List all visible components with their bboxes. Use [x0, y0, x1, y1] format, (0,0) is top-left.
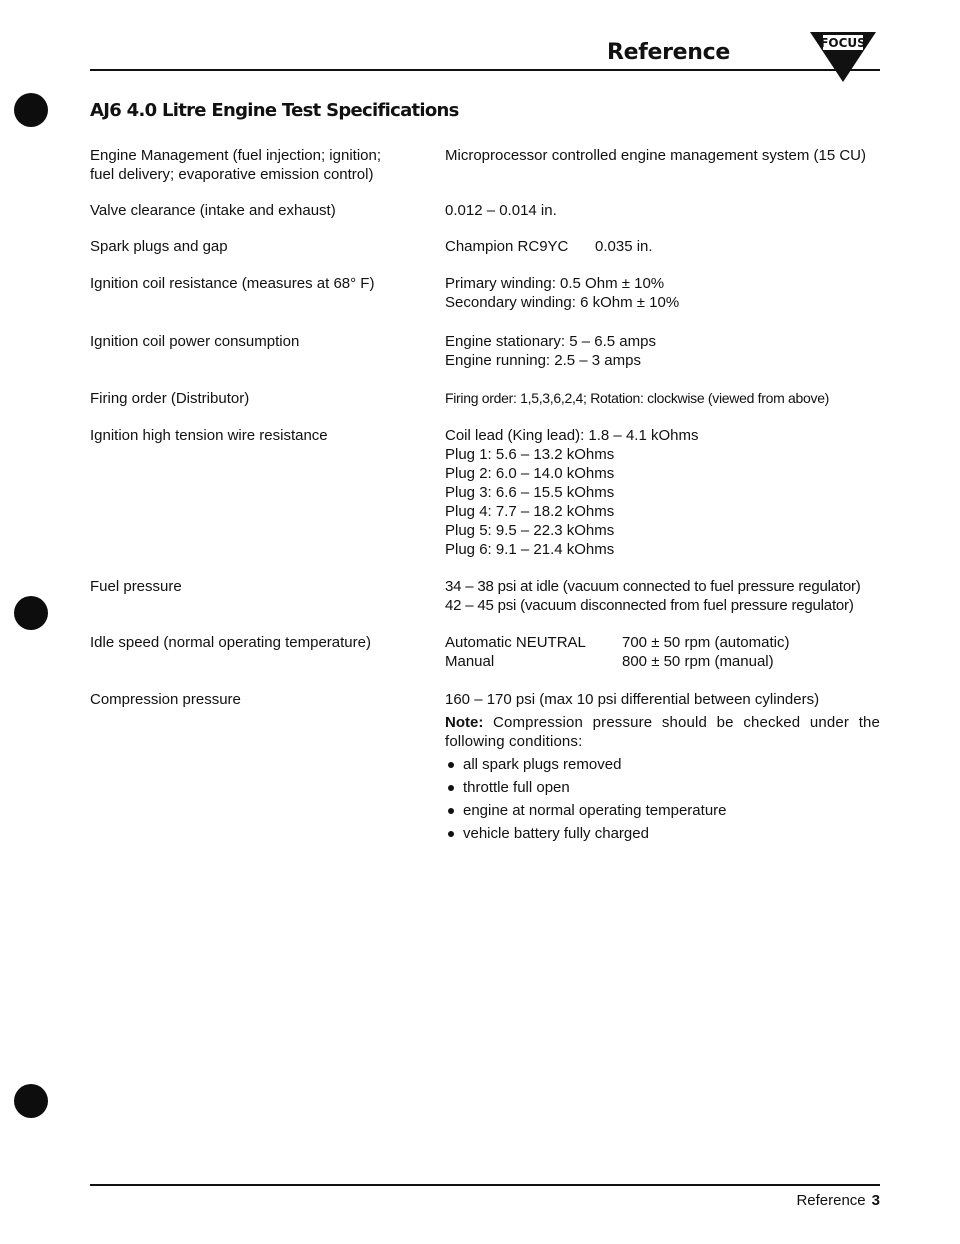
footer-rule	[90, 1184, 880, 1186]
spec-label: Firing order (Distributor)	[90, 390, 250, 407]
spec-label: Spark plugs and gap	[90, 238, 228, 255]
compression-note	[445, 713, 880, 751]
footer-section: Reference	[796, 1192, 866, 1209]
spec-label: Ignition high tension wire resistance	[90, 427, 328, 444]
list-item: engine at normal operating temperature	[445, 801, 880, 820]
list-item: throttle full open	[445, 778, 880, 797]
spec-value: 0.012 – 0.014 in.	[445, 202, 557, 219]
spec-label: Fuel pressure	[90, 578, 182, 595]
spec-value: Engine stationary: 5 – 6.5 amps Engine running: 2.5 – 3 amps	[445, 333, 656, 369]
note-label: Note:	[445, 714, 484, 731]
spec-value: Primary winding: 0.5 Ohm ± 10% Secondary winding: 6 kOhm ± 10%	[445, 275, 680, 311]
list-item: vehicle battery fully charged	[445, 824, 880, 843]
spec-label: Ignition coil power consumption	[90, 333, 300, 350]
spec-label: Idle speed (normal operating temperature)	[90, 634, 371, 651]
spec-label: Valve clearance (intake and exhaust)	[90, 202, 336, 219]
spec-value: Automatic NEUTRAL 700 ± 50 rpm (automatic) Manual 800 ± 50 rpm (manual)	[445, 634, 790, 670]
binder-hole-top	[14, 93, 48, 127]
header-rule	[90, 69, 880, 71]
binder-hole-lower	[14, 1084, 48, 1118]
spec-value: 34 – 38 psi at idle (vacuum connected to fuel pressure regulator) 42 – 45 psi (vacuum disconnected from fuel pressure regulator)	[445, 578, 861, 614]
document-title: AJ6 4.0 Litre Engine Test Specifications	[90, 100, 459, 121]
note-text: Compression pressure should be checked under the following conditions:	[445, 714, 880, 750]
spec-value: Firing order: 1,5,3,6,2,4; Rotation: clockwise (viewed from above)	[445, 390, 830, 406]
spec-label: Compression pressure	[90, 691, 241, 708]
spec-value: Champion RC9YC 0.035 in.	[445, 238, 653, 255]
condition-list	[445, 755, 880, 843]
spec-label: Engine Management (fuel injection; ignition; fuel delivery; evaporative emission control)	[90, 147, 382, 183]
logo-text: FOCUS	[820, 36, 866, 50]
binder-hole-middle	[14, 596, 48, 630]
footer-page-label	[796, 1192, 880, 1209]
focus-logo-triangle-icon	[806, 26, 880, 84]
spec-label: Ignition coil resistance (measures at 68° F)	[90, 275, 375, 292]
header-title: Reference	[606, 40, 730, 65]
spec-value: Microprocessor controlled engine management system (15 CU)	[445, 147, 867, 164]
spec-value: 160 – 170 psi (max 10 psi differential between cylinders) Note: Compression pressure should be checked under the following conditions: all spark plugs removed throttle full open engine at normal operating temperature vehicle battery fully charged	[445, 691, 880, 842]
spec-value: Coil lead (King lead): 1.8 – 4.1 kOhms Plug 1: 5.6 – 13.2 kOhms Plug 2: 6.0 – 14.0 kOhms Plug 3: 6.6 – 15.5 kOhms Plug 4: 7.7 – 18.2 kOhms Plug 5: 9.5 – 22.3 kOhms Plug 6: 9.1 – 21.4 kOhms	[445, 427, 699, 558]
page-number: 3	[871, 1192, 880, 1209]
list-item: all spark plugs removed	[445, 755, 880, 774]
